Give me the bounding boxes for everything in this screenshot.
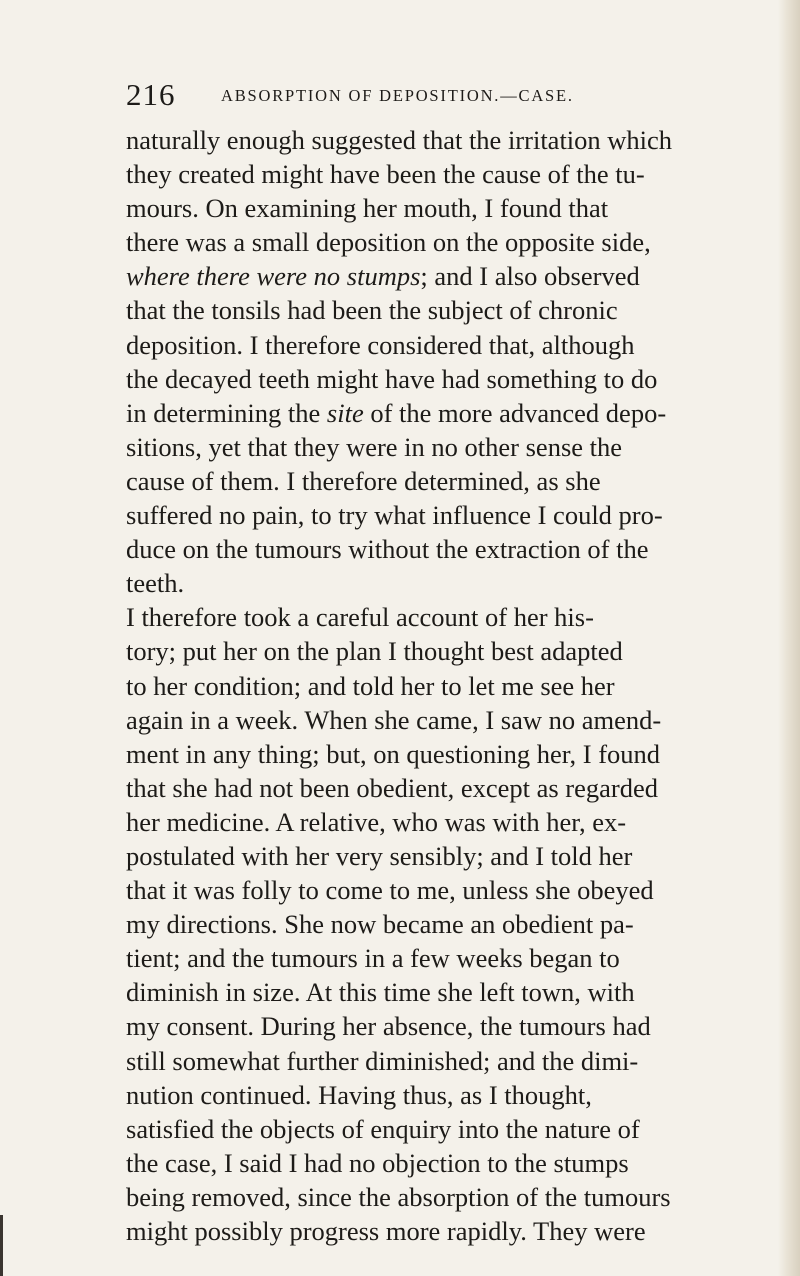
text-line: that she had not been obedient, except as regarded <box>126 772 658 803</box>
text-line: that the tonsils had been the subject of chronic <box>126 295 618 326</box>
text-line: that it was folly to come to me, unless she obeyed <box>126 875 654 906</box>
text-segment: of the more advanced depo- <box>363 397 667 428</box>
text-line: deposition. I therefore considered that, although <box>126 329 635 360</box>
text-line: the decayed teeth might have had something to do <box>126 363 658 394</box>
page-number: 216 <box>126 77 176 112</box>
text-line: nution continued. Having thus, as I thought, <box>126 1079 592 1110</box>
text-line: teeth. <box>126 568 185 599</box>
text-line: my directions. She now became an obedient pa- <box>126 909 634 940</box>
text-line: to her condition; and told her to let me see her <box>126 670 615 701</box>
text-line: might possibly progress more rapidly. They were <box>126 1216 646 1246</box>
running-head <box>126 75 766 115</box>
text-line: duce on the tumours without the extraction of the <box>126 534 649 565</box>
text-line: the case, I said I had no objection to the stumps <box>126 1147 629 1178</box>
text-line: there was a small deposition on the opposite side, <box>126 227 651 258</box>
text-line: her medicine. A relative, who was with her, ex- <box>126 806 627 837</box>
text-line: still somewhat further diminished; and the dimi- <box>126 1045 639 1076</box>
text-line: postulated with her very sensibly; and I told her <box>126 840 633 871</box>
italic-text: where there were no stumps <box>126 261 421 292</box>
text-line <box>126 259 776 293</box>
text-line: suffered no pain, to try what influence I could pro- <box>126 500 663 531</box>
text-line: diminish in size. At this time she left town, with <box>126 977 635 1008</box>
text-line: ment in any thing; but, on questioning her, I found <box>126 738 661 769</box>
body-text <box>126 123 776 1248</box>
text-line <box>126 396 776 430</box>
text-line: again in a week. When she came, I saw no amend- <box>126 704 662 735</box>
text-line: tient; and the tumours in a few weeks began to <box>126 943 620 974</box>
text-line: I therefore took a careful account of her his- <box>126 602 594 633</box>
binding-mark <box>0 1215 3 1276</box>
page-edge-shadow <box>778 0 800 1276</box>
text-line: they created might have been the cause of the tu- <box>126 159 645 190</box>
text-line: sitions, yet that they were in no other sense the <box>126 431 623 462</box>
italic-text: site <box>326 397 364 428</box>
text-line: tory; put her on the plan I thought best adapted <box>126 636 623 667</box>
text-segment: in determining the <box>126 397 327 428</box>
running-title: ABSORPTION OF DEPOSITION.—CASE. <box>221 86 574 105</box>
text-line: cause of them. I therefore determined, as she <box>126 465 601 496</box>
text-segment: ; and I also observed <box>420 261 640 292</box>
text-line: naturally enough suggested that the irritation which <box>126 125 673 155</box>
text-line: satisfied the objects of enquiry into the nature of <box>126 1113 640 1144</box>
text-line: mours. On examining her mouth, I found that <box>126 193 609 224</box>
text-line: being removed, since the absorption of the tumours <box>126 1181 671 1212</box>
text-line: my consent. During her absence, the tumours had <box>126 1011 651 1042</box>
